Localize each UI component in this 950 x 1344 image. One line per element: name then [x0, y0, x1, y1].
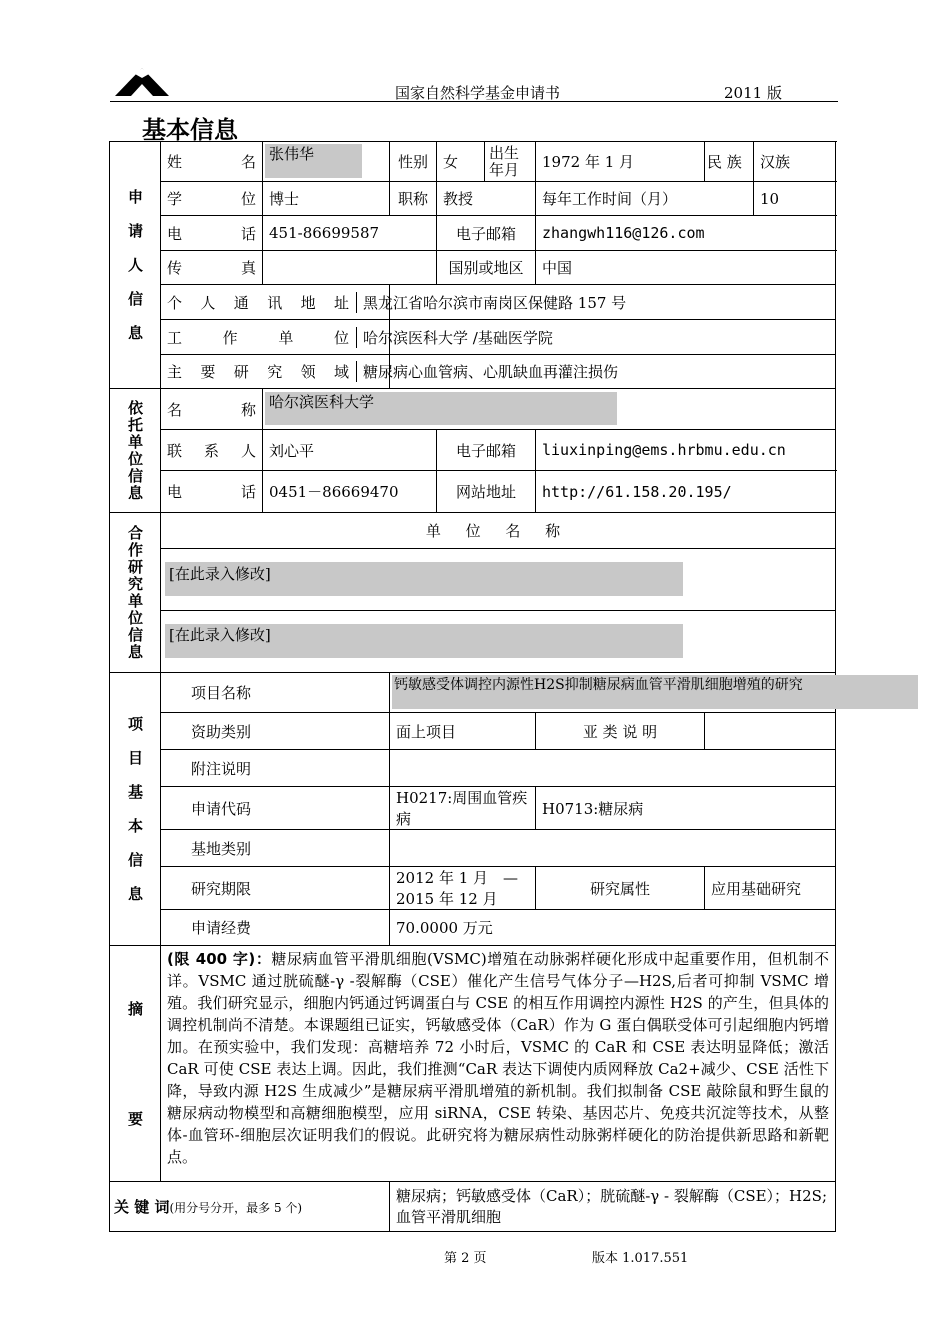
keywords-value: 糖尿病；钙敏感受体（CaR）；胱硫醚-γ - 裂解酶（CSE）；H2S;血管平滑肌细胞 [390, 1182, 836, 1232]
subclass-label: 亚 类 说 明 [536, 713, 705, 750]
gender-label: 性别 [390, 142, 437, 182]
country-value: 中国 [536, 251, 836, 285]
field-label: 主要研究领域 [161, 355, 390, 389]
title-value: 教授 [437, 182, 536, 216]
period-label: 研究期限 [161, 867, 390, 910]
fund-label: 资助类别 [161, 713, 390, 750]
birth-label: 出生年月 [485, 142, 536, 182]
host-web-label: 网站地址 [437, 471, 536, 513]
country-label: 国别或地区 [437, 251, 536, 285]
project-name-label: 项目名称 [161, 673, 390, 713]
host-contact-label: 联 系 人 [161, 430, 263, 471]
base-value [390, 830, 836, 867]
host-contact-value: 刘心平 [263, 430, 437, 471]
subclass-value [705, 713, 836, 750]
nsfc-logo [113, 64, 171, 102]
fax-value [263, 251, 437, 285]
field-value: 糖尿病心血管病、心肌缺血再灌注损伤 [390, 355, 836, 389]
phone-value: 451-86699587 [263, 216, 437, 251]
attr-label: 研究属性 [536, 867, 705, 910]
ethnic-value: 汉族 [754, 142, 836, 182]
basic-info-table [109, 141, 836, 1232]
title-label: 职称 [390, 182, 437, 216]
section-partner: 合作研究单位信息 [110, 513, 161, 673]
section-applicant: 申请人信息 [110, 142, 161, 389]
budget-label: 申请经费 [161, 910, 390, 946]
project-name-value: 钙敏感受体调控内源性H2S抑制糖尿病血管平滑肌细胞增殖的研究 [390, 673, 836, 713]
host-name-label: 名 称 [161, 389, 263, 430]
unit-label: 工作单位 [161, 320, 390, 355]
note-label: 附注说明 [161, 750, 390, 787]
gender-value: 女 [437, 142, 485, 182]
degree-label: 学 位 [161, 182, 263, 216]
worktime-label: 每年工作时间（月） [536, 182, 754, 216]
name-value: 张伟华 [263, 142, 390, 182]
base-label: 基地类别 [161, 830, 390, 867]
email-label: 电子邮箱 [437, 216, 536, 251]
page-title: 基本信息 [142, 116, 238, 144]
phone-label: 电 话 [161, 216, 263, 251]
worktime-value: 10 [754, 182, 836, 216]
host-email-label: 电子邮箱 [437, 430, 536, 471]
email-value: zhangwh116@126.com [536, 216, 836, 251]
footer-version: 版本 1.017.551 [592, 1251, 689, 1266]
footer-page: 第 2 页 [444, 1251, 487, 1266]
ethnic-label: 民 族 [705, 142, 754, 182]
budget-value: 70.0000 万元 [390, 910, 836, 946]
address-label: 个人通讯地址 [161, 285, 390, 320]
host-phone-value: 0451－86669470 [263, 471, 437, 513]
host-phone-label: 电 话 [161, 471, 263, 513]
keywords-label-cell: 关 键 词(用分号分开，最多 5 个) [110, 1182, 390, 1232]
header-version: 2011 版 [724, 84, 782, 102]
host-web-value: http://61.158.20.195/ [536, 471, 836, 513]
code-label: 申请代码 [161, 787, 390, 830]
code-value-1: H0217:周围血管疾病 [390, 787, 536, 830]
period-value: 2012 年 1 月 — 2015 年 12 月 [390, 867, 536, 910]
abstract-text: (限 400 字)：糖尿病血管平滑肌细胞(VSMC)增殖在动脉粥样硬化形成中起重要作用，但机制不详。VSMC 通过胱硫醚-γ -裂解酶（CSE）催化产生信号气体分子—H2S,后者可抑制 VSMC 增殖。我们研究显示，细胞内钙通过钙调蛋白与 CSE 的相互作用调控内源性 H2S 的产生，但具体的调控机制尚不清楚。本课题组已证实，钙敏感受体（CaR）作为 G 蛋白偶联受体可引起细胞内钙增加。在预实验中，我们发现：高糖培养 72 小时后，VSMC 的 CaR 和 CSE 表达明显降低；激活 CaR 可使 CSE 表达上调。因此，我们推测“CaR 表达下调使内质网释放 Ca2+减少、CSE 活性下降，导致内源 H2S 生成减少”是糖尿病平滑肌增殖的新机制。我们拟制备 CSE 敲除鼠和野生鼠的糖尿病动物模型和高糖细胞模型，应用 siRNA，CSE 转染、基因芯片、免疫共沉淀等技术，从整体-血管环-细胞层次证明我们的假说。此研究将为糖尿病性动脉粥样硬化的防治提供新思路和新靶点。 [161, 946, 836, 1182]
address-value: 黑龙江省哈尔滨市南岗区保健路 157 号 [390, 285, 836, 320]
partner-row-1: [在此录入修改] [161, 549, 836, 611]
attr-value: 应用基础研究 [705, 867, 836, 910]
host-email-value: liuxinping@ems.hrbmu.edu.cn [536, 430, 836, 471]
fax-label: 传 真 [161, 251, 263, 285]
partner-header: 单 位 名 称 [161, 513, 836, 549]
name-label: 姓 名 [161, 142, 263, 182]
degree-value: 博士 [263, 182, 390, 216]
fund-value: 面上项目 [390, 713, 536, 750]
birth-value: 1972 年 1 月 [536, 142, 705, 182]
header-divider [110, 101, 838, 102]
code-value-2: H0713:糖尿病 [536, 787, 836, 830]
partner-row-2: [在此录入修改] [161, 611, 836, 673]
unit-value: 哈尔滨医科大学 /基础医学院 [390, 320, 836, 355]
section-project: 项目基本信息 [110, 673, 161, 946]
section-host: 依托单位信息 [110, 389, 161, 513]
section-abstract: 摘 要 [110, 946, 161, 1182]
note-value [390, 750, 836, 787]
host-name-value: 哈尔滨医科大学 [263, 389, 836, 430]
header-title: 国家自然科学基金申请书 [395, 84, 561, 102]
